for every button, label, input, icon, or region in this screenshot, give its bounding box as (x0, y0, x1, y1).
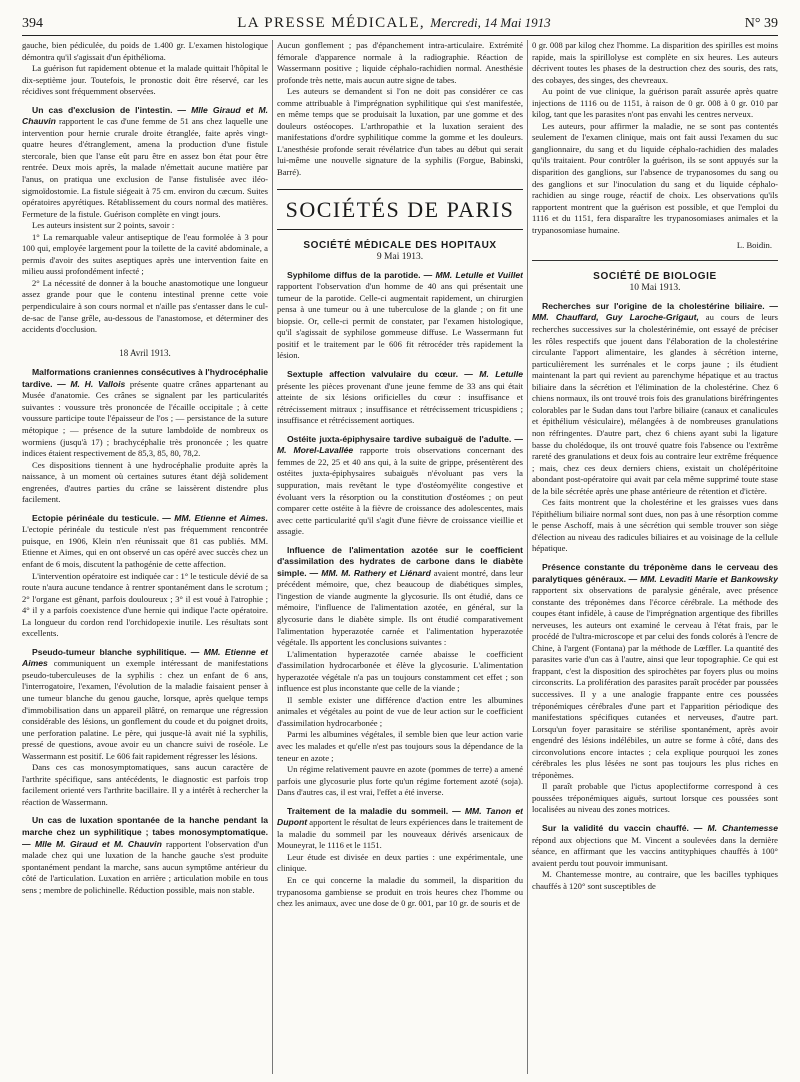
journal-title (237, 15, 550, 32)
article-title: Influence de l'alimentation azotée sur le coefficient d'assimilation des hydrates de carbone dans le diabète simple. (277, 544, 523, 578)
article-authors: — MM. Tanon et Dupont (277, 805, 523, 828)
article-title: Présence constante du tréponème dans le cerveau des paralytiques généraux. (532, 561, 778, 584)
article (277, 545, 523, 649)
session-date: 9 Mai 1913. (376, 252, 424, 263)
paragraph: L'alimentation hyperazotée carnée abaisse le coefficient d'assimilation hydrocarbonée et élève la glycosurie. L'alimentation hyperazotée végétale n'a pas un toujours constamment cet effet ; son influence est plus inconstante que celle de la viande ; (277, 648, 523, 694)
paragraph: Dans ces cas monosymptomatiques, sans aucun caractère de l'arthrite spécifique, sans antécédents, le diagnostic est parfois trop facilement orienté vers l'arthrite bacillaire. Il y a intérêt à rechercher la réaction de Wassermann. (22, 762, 268, 807)
article-title: Un cas d'exclusion de l'intestin. (32, 104, 173, 115)
article-authors: — MM. M. Rathery et Liénard (309, 567, 431, 578)
paragraph: L'intervention opératoire est indiquée car : 1° le testicule dévié de sa route n'aura aucune tendance à rentrer spontanément dans le scrotum ; 2° l'organe est gênant, parfois douloureux ; 3° il est voué à l'atrophie ; 4° il y a parfois coexistence d'une hernie qui indique l'acte opératoire. La longueur du cordon rend l'orchidopexie inutile. Les résultats sont excellents. (22, 570, 268, 639)
article (22, 367, 268, 459)
divider (532, 260, 778, 261)
article-authors: — M. Chantemesse (693, 823, 778, 833)
section-heading: SOCIÉTÉS DE PARIS (277, 189, 523, 230)
page-header (22, 8, 778, 36)
paragraph: gauche, bien pédiculée, du poids de 1.400 gr. L'examen histologique démontra qu'il s'agissait d'un épithélioma. (22, 40, 268, 62)
article-text: L'ectopie périnéale du testicule n'est pas fréquemment rencontrée puisque, en 1906, Klein n'en réunissait que 81 cas publiés. MM. Etienne et Aimes, qui en ont observé un cas opéré avec succès chez un enfant de 6 mois, discutent la pathogénie de cette affection. (22, 524, 268, 569)
column-left (22, 40, 268, 1074)
article (532, 301, 778, 497)
article-text: présente les pièces provenant d'une jeune femme de 33 ans qui était atteinte de six lésions orificielles du cœur : insuffisance et rétrécissement mitraux ; insuffisance et rétrécissement tricuspidiens ; insuffisance et rétrécissement aortiques. (277, 380, 523, 426)
article (277, 806, 523, 852)
paragraph: Un régime relativement pauvre en azote (pommes de terre) a amené parfois une glycosurie plus forte qu'un régime fortement azoté (soja). Dans d'autres cas, il est vrai, l'effet a été inverse. (277, 764, 523, 798)
article (277, 369, 523, 427)
paragraph: Il semble exister une différence d'action entre les albumines animales et végétales au point de vue de leur action sur le coefficient d'assimilation hydrocarbonée ; (277, 694, 523, 728)
article-text: au cours de leurs recherches successives sur la cholestérinémie, ont essayé de préciser les rôles respectifs que jouent dans l'élaboration de la cholestérine circulante l'apport alimentaire, les glandes à sécrétion interne, particulièrement les surrénales et le corps jaune ; ils étudient maintenant la part qui revient au parenchyme hépatique et au tractus biliaire dans la sécrétion et l'élimination de la cholestérine. Chez 6 chiens normaux, ils ont trouvé trois fois des granulations biréfringentes colorables par le Sudan dans tout l'arbre biliaire (canaux et canalicules et épithélium vésiculaire), mélangées à de nombreuses granulations non réfringentes. D'autre part, chez 6 chiens ayant subi la ligature basse du cholédoque, ils ont trouvé quatre fois l'absence ou l'extrême rareté des granulations et deux fois au contraire leur extrême fréquence ; mais, chez ces deux derniers chiens, existait un cholépéritoine abondant post-opératoire qui avait par cela même supprimé toute stase de la bile sécrétée après une phase antérieure de rétention et d'ictère. (532, 312, 778, 496)
article (532, 562, 778, 781)
paragraph: Les auteurs insistent sur 2 points, savoir : (32, 220, 175, 231)
article-text: rapportent l'observation d'un malade chez qui une luxation de la hanche gauche s'est produite spontanément pendant la marche, sans aucun symptôme antérieur du côté de l'articulation. Luxation en arrière ; articulation mobile en tous sens ; membre de polichinelle. Réduction possible, mais non stable. (22, 838, 268, 895)
article-title: Malformations craniennes consécutives à l'hydrocéphalie tardive. (22, 367, 268, 389)
journal-name: LA PRESSE MÉDICALE, (237, 15, 426, 31)
paragraph: 1° La remarquable valeur antiseptique de l'eau formolée à 3 pour 100 qui, employée largement pour la toilette de la cavité abdominale, a permis d'avoir des suites aseptiques après une intervention faite en milieu aussi profondément infecté ; (22, 231, 268, 277)
article-text: présente quatre crânes appartenant au Musée d'anatomie. Ces crânes se signalent par les particularités suivantes : voussure très prononcée de l'écaille occipitale ; à cette voussure participe toute l'épaisseur de l'os ; — persistance de la suture métopique ; — présence de la suture lambdoïde de nombreux os wormiens (jusqu'à 17) ; brachycéphalie très prononcée ; les quatre indices étaient respectivement de 85,3, 85, 80, 78,2. (22, 378, 268, 459)
article (277, 434, 523, 538)
article-text: communiquent un exemple intéressant de manifestations pseudo-tuberculeuses de la syphilis : chez un enfant de 6 ans, l'interrogatoire, l'examen, l'évolution de la maladie faisaient penser à une tumeur blanche du genou gauche, lorsque, après quelque temps d'immobilisation dans un appareil plâtré, on remarque une régression considérable des lésions, un gonflement du coude et du poignet droits, une perforation palatine. Le père, qui jusque-là avait nié la syphilis, pressé de questions, avoue avoir eu un chancre suivi de roséole. Le Wassermann est positif. Le 606 fait rapidement régresser les lésions. (22, 658, 268, 761)
article (22, 105, 268, 220)
article-text: avaient montré, dans leur précédent mémoire, que, chez beaucoup de diabétiques simples, l'ingestion de viande augmente la glycosurie. Ils ont étudié, dans ce mémoire, l'influence de l'alimentation azotée, en général, sur la glycosurie dans le diabète simple. Ils ont étudié comparativement l'alimentation hyperazotée carnée et l'alimentation hyperazotée végétale. Ils apportent les conclusions suivantes : (277, 567, 523, 648)
article-title: Syphilome diffus de la parotide. (287, 269, 421, 280)
paragraph: Ces faits montrent que la cholestérine et les graisses vues dans l'épithélium biliaire normal sont dues, non pas à une résorption comme le pense Aschoff, mais à une sécrétion qui semble trouver son siège d'élection au niveau des radicules biliaires et au voisinage de la cellule hépatique. (532, 497, 778, 554)
paragraph: Aucun gonflement ; pas d'épanchement intra-articulaire. Extrémité fémorale d'apparence normale à la radiographie. Réaction de Wassermann positive ; liquide céphalo-rachidien normal. Anesthésie profonde très nette, mais aucun autre signe de tabes. (277, 40, 523, 85)
article (22, 513, 268, 571)
paragraph: M. Chantemesse montre, au contraire, que les bacilles typhiques chauffés à 120° sont susceptibles de (532, 869, 778, 891)
article-authors: — MM. Etienne et Aimes. (162, 512, 268, 523)
article-authors: — M. Morel-Lavallée (277, 433, 523, 456)
article (22, 815, 268, 896)
paragraph: Les auteurs se demandent si l'on ne doit pas considérer ce cas comme attribuable à l'imprégnation syphilitique qui s'est manifestée, en même temps que se produisait la luxation, par une gomme et des douleurs ostéocopes. L'arthropathie et la luxation seraient des manifestations d'ordre syphilitique comme la gomme et les douleurs. L'anesthésie profonde serait révélatrice d'un tabes au début qui serait lui-même une nouvelle signature de la syphilis (Forgue, Babinski, Barré). (277, 86, 523, 178)
article-title: Traitement de la maladie du sommeil. (287, 805, 449, 816)
paragraph: Il paraît probable que l'ictus apoplectiforme correspond à ces poussées tréponémiques aiguës, surtout lorsque ces poussées sont localisées au niveau des zones motrices. (532, 781, 778, 815)
article-authors: — MM. Levaditi Marie et Bankowsky (628, 573, 778, 584)
article (22, 647, 268, 762)
column-divider (272, 40, 273, 1074)
article-authors: — Mlle M. Giraud et M. Chauvin (22, 838, 162, 849)
issue-number: N° 39 (744, 16, 778, 31)
article-authors: — MM. Letulle et Vuillet (423, 269, 523, 280)
column-divider (527, 40, 528, 1074)
article-text: rapportent l'observation d'un homme de 40 ans qui présentait une tumeur de la parotide. Celle-ci augmentait rapidement, un chirurgien pensa à une tumeur ou à une tuberculose de la glande ; on fit une biopsie. Or, celle-ci permit de constater, par l'examen histologique, qu'il s'agissait de syphilose gommeuse diffuse. Le Wassermann fut positif et le traitement par le 606 fit rétrocéder très rapidement la lésion. (277, 281, 523, 361)
paragraph: Leur étude est divisée en deux parties : une expérimentale, une clinique. (277, 851, 523, 874)
article-title: Recherches sur l'origine de la cholestérine biliaire. (542, 300, 765, 311)
article-authors: — MM. Chauffard, Guy Laroche-Grigaut, (532, 300, 778, 323)
article-title: Sextuple affection valvulaire du cœur. (287, 369, 459, 380)
society-title: SOCIÉTÉ MÉDICALE DES HOPITAUX (303, 239, 497, 251)
article-text: rapporte trois observations concernant des femmes de 22, 25 et 40 ans qui, à la suite de grippe, présentèrent des ostéites juxta-épiphysaires subaiguës n'évoluant pas vers la suppuration, mais revêtant le type d'ostéomyélite congestive et évoluant vers la résorption ou la constitution d'ostéomes ; on peut comparer cette ostéite à la fièvre de croissance des adolescentes, mais avec cette particularité qu'il s'agit d'une fièvre de croissance vieillie et assagie. (277, 445, 523, 537)
page-number: 394 (22, 16, 43, 31)
article-title: Pseudo-tumeur blanche syphilitique. (32, 646, 187, 657)
paragraph: Les auteurs, pour affirmer la maladie, ne se sont pas contentés seulement de l'examen clinique, mais ont fait aussi l'examen du suc ganglionnaire, du sang et du liquide céphalo-rachidien des malades qu'ils traitaient. Pour contrôler la guérison, ils se sont appuyés sur la disparition des ganglions, sur l'absence de trypanosomes du sang ou des ganglions et sur l'inoculation du sang et du liquide céphalo-rachidien au singe rouge, réactif de choix. Les observations qu'ils rapportent montrent que la guérison est possible, et que l'emploi du 1116 et du 1151, fera disparaître les trypanosomiases animales et la trypanosomiase humaine. (532, 120, 778, 235)
issue-date: Mercredi, 14 Mai 1913 (430, 15, 551, 30)
article-title: Sur la validité du vaccin chauffé. (542, 823, 689, 833)
paragraph: Parmi les albumines végétales, il semble bien que leur action varie avec les malades et qu'elle n'est pas toujours sous la dépendance de la teneur en azote ; (277, 729, 523, 763)
article-authors: — M. Letulle (464, 369, 523, 380)
paragraph: 0 gr. 008 par kilog chez l'homme. La disparition des spirilles est moins rapide, mais la spirillolyse est complète en six heures. Les auteurs décrivent toutes les phases de la destruction chez des souris, des rats, des cobayes, des singes, des chevreaux. (532, 40, 778, 85)
column-right (532, 40, 778, 1074)
article-text: apportent le résultat de leurs expériences dans le traitement de la maladie du sommeil par les nouveaux dérivés arsenicaux de Mouneyrat, le 1116 et le 1151. (277, 817, 523, 851)
article (532, 823, 778, 869)
article-authors: — M. H. Vallois (57, 378, 126, 389)
article-title: Ostéite juxta-épiphysaire tardive subaiguë de l'adulte. (287, 433, 512, 444)
session-date: 18 Avril 1913. (119, 347, 171, 358)
paragraph: La guérison fut rapidement obtenue et la malade quittait l'hôpital le dix-septième jour. Toutefois, le pronostic doit être réservé, car les récidives sont fréquemment observées. (22, 63, 268, 97)
article-authors: — Mlle Giraud et M. Chauvin (22, 104, 268, 127)
column-middle (277, 40, 523, 1074)
article-text: répond aux objections que M. Vincent a soulevées dans la dernière séance, en affirmant que les vaccins antityphiques chauffés à 100° avaient perdu tout pouvoir immunisant. (532, 834, 778, 868)
paragraph: En ce qui concerne la maladie du sommeil, la disparition du trypanosoma gambiense se produit en trois heures chez l'homme ou chez les animaux, avec une dose de 0 gr. 001, par 10 gr. de souris et de (277, 875, 523, 909)
article-text: rapportent six observations de paralysie générale, avec présence constante des tréponèmes dans l'écorce cérébrale. La méthode des coupes étant infidèle, à cause de l'imprégnation argentique des fibrilles nerveuses, les auteurs ont examiné le cerveau à l'état frais, par le procédé de l'ultra-microscope et par celui des fonds colorés à l'encre de Chine, à l'argent (Fontana) par la méthode de Lœffler. La quantité des parasites varie d'un cas à l'autre, ainsi que leur topographie. Ce qui est frappant, c'est la disposition des spirochètes par foyers plus ou moins circonscrits. La prolifération des parasites paraît procéder par poussées successives. Il y a une analogie frappante entre ces poussées tréponémiques cérébrales d'une part et l'apparition périodique des manifestations spécifiques cutanées et nerveuses, d'autre part. Lorsqu'un foyer parasitaire se stérilise spontanément, après avoir engendré des lésions indélébiles, un autre se forme à côté, dans des circonvolutions encore intactes ; cela explique pourquoi les zones cérébrales les plus lésées ne sont pas toujours les plus riches en tréponèmes. (532, 585, 778, 780)
article-authors: — MM. Etienne et Aimes (22, 646, 268, 669)
article-title: Un cas de luxation spontanée de la hanche pendant la marche chez un syphilitique ; tabes monosymptomatique. (22, 815, 268, 837)
paragraph: Au point de vue clinique, la guérison paraît assurée après quatre injections de 1116 ou de 1151, à raison de 0 gr. 008 à 0 gr. 010 par kilog, tant que les parasites n'ont pas envahi les centres nerveux. (532, 86, 778, 120)
article (277, 270, 523, 362)
article-title: Ectopie périnéale du testicule. (32, 512, 159, 523)
signature: L. Boidin. (736, 240, 772, 251)
article-text: rapportent le cas d'une femme de 51 ans chez laquelle une intervention pour hernie crurale droite étranglée, faite après vingt-quatre heures d'étranglement, amena la production d'une fistule stercorale, bien que l'anse eût paru être en assez bon état pour être rentrée. Deux mois après, la malade n'émettait aucune matière par l'anus, on pratiqua une exclusion de l'anse fistulisée avec iléo-sigmoïdostomie. La fistule siégeait à 75 cm. environ du cæcum. Suites opératoires apyrétiques. Rétablissement du cours normal des matières. Fermeture de la fistule. Guérison complète en vingt jours. (22, 116, 268, 219)
paragraph: 2° La nécessité de donner à la bouche anastomotique une longueur assez grande pour que le contenu intestinal prenne cette voie perpendiculaire à son cours normal et n'aille pas s'entasser dans le cul-de-sac de l'anse grêle, au-dessous de l'anastomose, et déterminer des accidents d'occlusion. (22, 277, 268, 335)
paragraph: Ces dispositions tiennent à une hydrocéphalie produite après la naissance, à un moment où certaines sutures étant déjà solidement engrenées, d'autres parties du crâne se laissèrent distendre plus facilement. (22, 459, 268, 505)
session-date: 10 Mai 1913. (629, 283, 681, 294)
society-title: SOCIÉTÉ DE BIOLOGIE (593, 270, 717, 282)
